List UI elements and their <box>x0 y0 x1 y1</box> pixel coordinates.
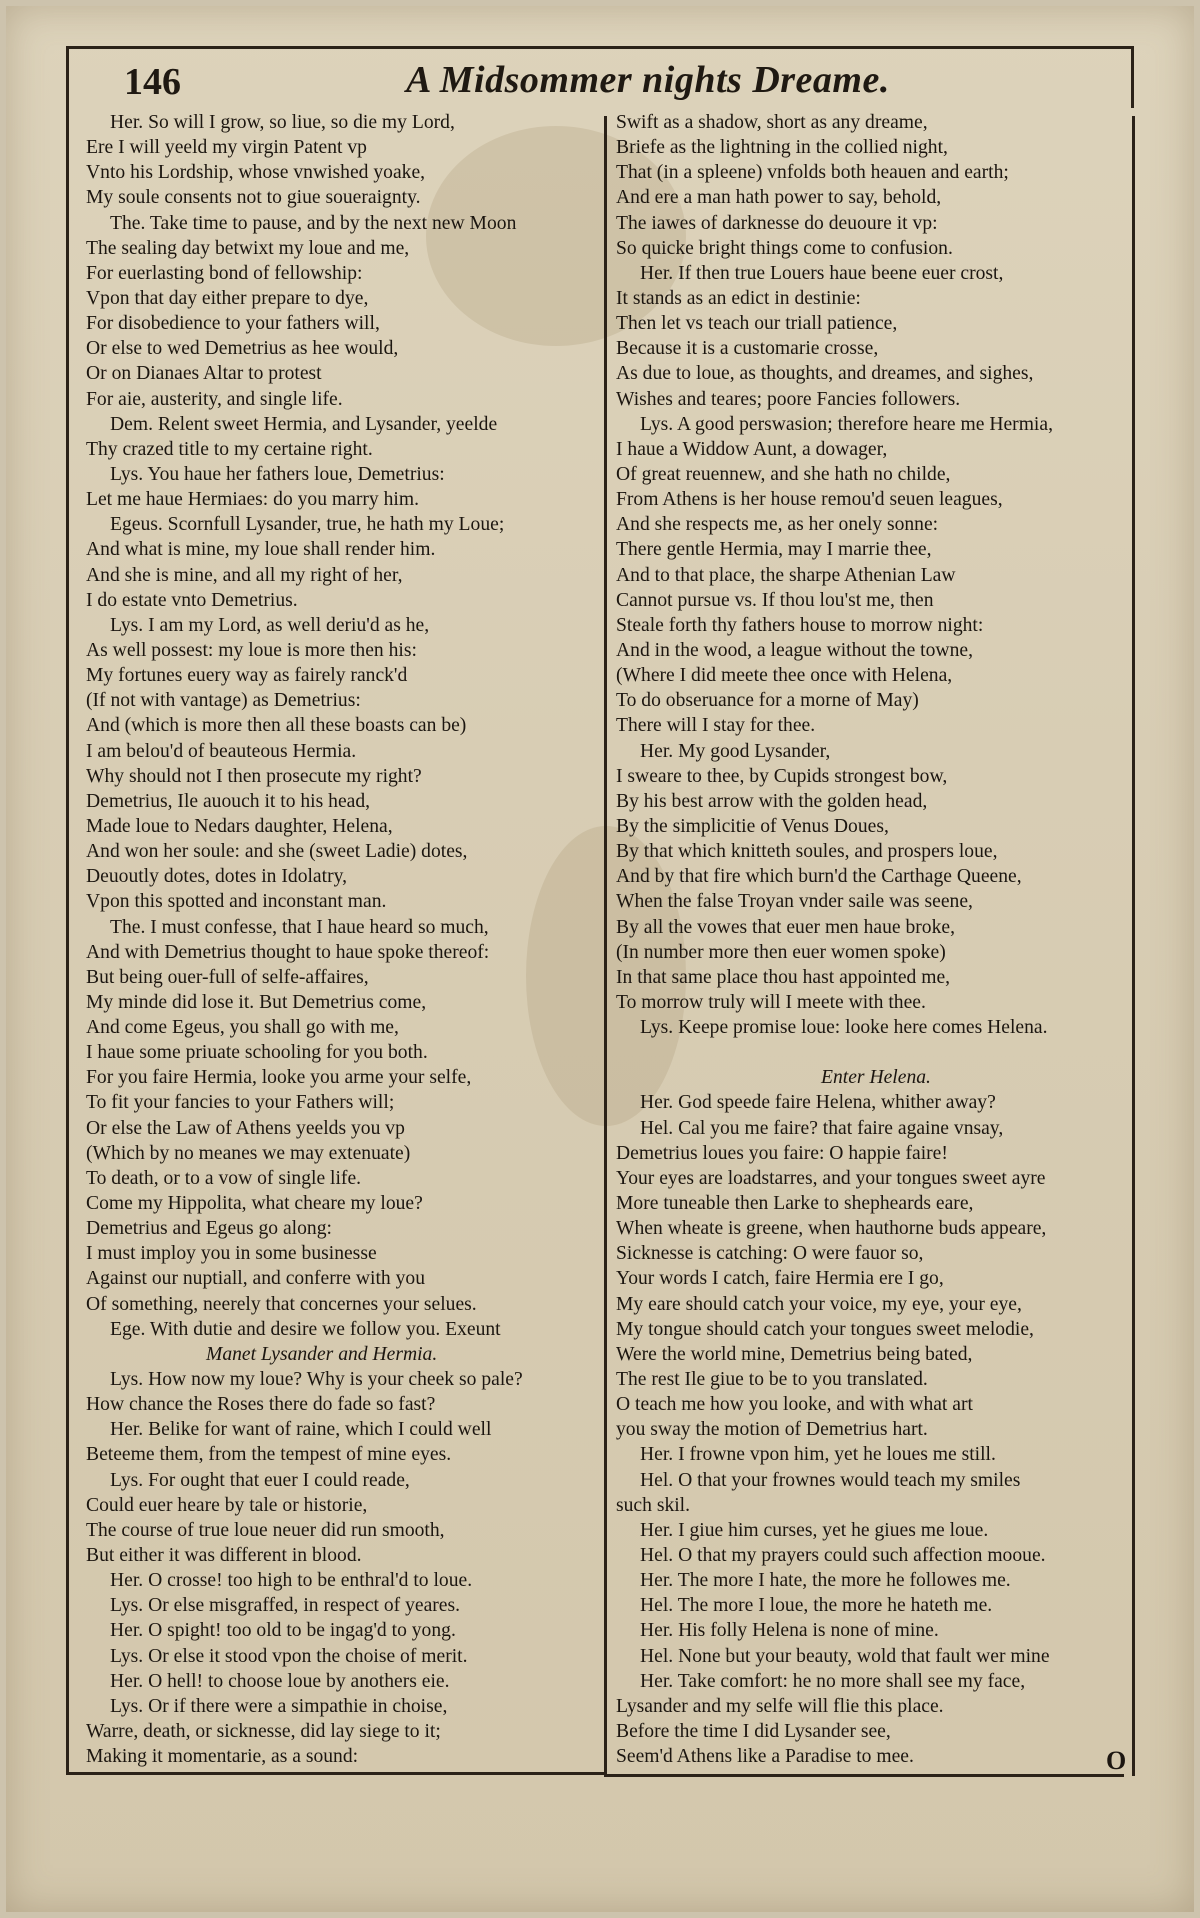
verse-line: And won her soule: and she (sweet Ladie) dotes, <box>86 841 468 863</box>
column-rule-bottom <box>66 1772 606 1775</box>
verse-line: How chance the Roses there do fade so fast? <box>86 1394 436 1416</box>
verse-line: Her. The more I hate, the more he followes me. <box>640 1570 1011 1592</box>
verse-line: And (which is more then all these boasts can be) <box>86 715 467 737</box>
verse-line: I must imploy you in some businesse <box>86 1243 377 1265</box>
verse-line <box>616 1040 1136 1065</box>
verse-line: From Athens is her house remou'd seuen leagues, <box>616 489 1003 511</box>
verse-line: Her. I frowne vpon him, yet he loues me still. <box>640 1444 996 1466</box>
running-title: A Midsommer nights Dreame. <box>406 59 890 101</box>
verse-line: The. I must confesse, that I haue heard so much, <box>110 916 489 938</box>
verse-line: By that which knitteth soules, and prospers loue, <box>616 841 998 863</box>
verse-line: such skil. <box>616 1494 691 1516</box>
verse-line: The. Take time to pause, and by the next new Moon <box>110 212 517 234</box>
folio-page <box>6 6 1194 1912</box>
verse-line: Cannot pursue vs. If thou lou'st me, then <box>616 589 934 611</box>
verse-line: Wishes and teares; poore Fancies followers. <box>616 388 961 410</box>
verse-line: Were the world mine, Demetrius being bated, <box>616 1343 973 1365</box>
verse-line: I sweare to thee, by Cupids strongest bow, <box>616 765 948 787</box>
verse-line: Her. O crosse! too high to be enthral'd to loue. <box>110 1570 473 1592</box>
verse-line: To fit your fancies to your Fathers will; <box>86 1092 395 1114</box>
verse-line: Briefe as the lightning in the collied night, <box>616 137 948 159</box>
verse-line: Ege. With dutie and desire we follow you. Exeunt <box>110 1318 501 1340</box>
verse-line: My fortunes euery way as fairely ranck'd <box>86 665 408 687</box>
verse-line: Seem'd Athens like a Paradise to mee. <box>616 1746 914 1768</box>
verse-line: Lys. A good perswasion; therefore heare me Hermia, <box>640 413 1053 435</box>
verse-line: And what is mine, my loue shall render him. <box>86 539 436 561</box>
verse-line: Hel. Cal you me faire? that faire againe vnsay, <box>640 1117 1004 1139</box>
verse-line: My soule consents not to giue soueraignty. <box>86 187 421 209</box>
verse-line: For disobedience to your fathers will, <box>86 313 380 335</box>
verse-line: I am belou'd of beauteous Hermia. <box>86 740 357 762</box>
verse-line: Swift as a shadow, short as any dreame, <box>616 112 928 133</box>
verse-line: And with Demetrius thought to haue spoke thereof: <box>86 941 490 963</box>
verse-line: And in the wood, a league without the towne, <box>616 639 973 661</box>
verse-line: Your eyes are loadstarres, and your tongues sweet ayre <box>616 1167 1046 1189</box>
verse-line: you sway the motion of Demetrius hart. <box>616 1419 928 1441</box>
verse-line: (Which by no meanes we may extenuate) <box>86 1142 411 1164</box>
verse-line: Because it is a customarie crosse, <box>616 338 879 360</box>
verse-line: Lys. Or else it stood vpon the choise of merit. <box>110 1645 468 1667</box>
verse-line: Her. His folly Helena is none of mine. <box>640 1620 939 1642</box>
verse-line: And to that place, the sharpe Athenian Law <box>616 564 956 586</box>
verse-line: But either it was different in blood. <box>86 1545 362 1567</box>
header-rule <box>66 46 1134 49</box>
verse-line: Could euer heare by tale or historie, <box>86 1494 368 1516</box>
verse-line: Steale forth thy fathers house to morrow night: <box>616 614 984 636</box>
catchword: O <box>1106 1746 1127 1775</box>
verse-line: I haue some priuate schooling for you both. <box>86 1042 428 1064</box>
page-number: 146 <box>124 61 181 103</box>
verse-line: More tuneable then Larke to shepheards eare, <box>616 1193 974 1215</box>
header-rule-left <box>66 46 69 118</box>
verse-line: Or else the Law of Athens yeelds you vp <box>86 1117 405 1139</box>
verse-line: Lys. I am my Lord, as well deriu'd as he, <box>110 614 430 636</box>
verse-line: The sealing day betwixt my loue and me, <box>86 237 410 259</box>
verse-line: Your words I catch, faire Hermia ere I go, <box>616 1268 944 1290</box>
verse-line: Warre, death, or sicknesse, did lay siege to it; <box>86 1721 441 1742</box>
verse-line: And she respects me, as her onely sonne: <box>616 514 939 536</box>
verse-line: Lys. Or else misgraffed, in respect of yeares. <box>110 1595 461 1617</box>
verse-line: Her. God speede faire Helena, whither away? <box>640 1092 996 1114</box>
verse-line: Thy crazed title to my certaine right. <box>86 438 373 460</box>
verse-line: Beteeme them, from the tempest of mine eyes. <box>86 1444 452 1466</box>
verse-line: Lys. Or if there were a simpathie in choise, <box>110 1695 448 1717</box>
verse-line: Lys. You haue her fathers loue, Demetrius: <box>110 463 445 485</box>
verse-line: I do estate vnto Demetrius. <box>86 589 298 611</box>
verse-line: By the simplicitie of Venus Doues, <box>616 815 889 837</box>
verse-line: (In number more then euer women spoke) <box>616 941 946 963</box>
verse-line: Vnto his Lordship, whose vnwished yoake, <box>86 162 426 184</box>
verse-line: My tongue should catch your tongues sweet melodie, <box>616 1318 1034 1340</box>
verse-line: Her. Belike for want of raine, which I could well <box>110 1419 492 1441</box>
verse-line: There gentle Hermia, may I marrie thee, <box>616 539 932 561</box>
verse-line: Manet Lysander and Hermia. <box>206 1343 438 1365</box>
verse-line: By all the vowes that euer men haue broke, <box>616 916 955 938</box>
verse-line: My eare should catch your voice, my eye, your eye, <box>616 1293 1022 1315</box>
verse-line: Come my Hippolita, what cheare my loue? <box>86 1193 423 1215</box>
verse-line: Lys. Keepe promise loue: looke here comes Helena. <box>640 1017 1048 1039</box>
verse-line: Her. If then true Louers haue beene euer crost, <box>640 262 1004 284</box>
verse-line: As due to loue, as thoughts, and dreames, and sighes, <box>616 363 1034 385</box>
verse-line: My minde did lose it. But Demetrius come, <box>86 991 427 1013</box>
verse-line: To morrow truly will I meete with thee. <box>616 991 926 1013</box>
verse-line: Then let vs teach our triall patience, <box>616 313 898 335</box>
verse-line: Before the time I did Lysander see, <box>616 1721 891 1742</box>
right-text-column <box>616 110 1136 1769</box>
verse-line: Ere I will yeeld my virgin Patent vp <box>86 137 367 159</box>
verse-line: But being ouer-full of selfe-affaires, <box>86 966 369 988</box>
verse-line: It stands as an edict in destinie: <box>616 287 861 309</box>
verse-line: Egeus. Scornfull Lysander, true, he hath my Loue; <box>110 514 505 536</box>
verse-line: Of great reuennew, and she hath no childe, <box>616 463 951 485</box>
verse-line: Her. O hell! to choose loue by anothers eie. <box>110 1670 450 1692</box>
verse-line: And come Egeus, you shall go with me, <box>86 1017 399 1039</box>
verse-line: To death, or to a vow of single life. <box>86 1167 362 1189</box>
column-rule-left <box>66 116 69 1774</box>
running-head <box>66 46 1134 118</box>
verse-line: When wheate is greene, when hauthorne buds appeare, <box>616 1218 1047 1240</box>
verse-line: Dem. Relent sweet Hermia, and Lysander, yeelde <box>110 413 498 435</box>
verse-line: Her. So will I grow, so liue, so die my Lord, <box>110 112 455 133</box>
verse-line: And ere a man hath power to say, behold, <box>616 187 942 209</box>
verse-line: Hel. The more I loue, the more he hateth me. <box>640 1595 993 1617</box>
verse-line: That (in a spleene) vnfolds both heauen and earth; <box>616 162 1009 184</box>
verse-line: Her. Take comfort: he no more shall see my face, <box>640 1670 1026 1692</box>
verse-line: Her. My good Lysander, <box>640 740 831 762</box>
verse-line: (Where I did meete thee once with Helena, <box>616 665 953 687</box>
verse-line: As well possest: my loue is more then his: <box>86 639 417 661</box>
verse-line: Demetrius, Ile auouch it to his head, <box>86 790 371 812</box>
verse-line: There will I stay for thee. <box>616 715 816 737</box>
header-rule-right <box>1131 46 1134 108</box>
verse-line: Vpon this spotted and inconstant man. <box>86 891 387 913</box>
verse-line: Made loue to Nedars daughter, Helena, <box>86 815 393 837</box>
verse-line: Demetrius and Egeus go along: <box>86 1218 332 1240</box>
verse-line: Enter Helena. <box>821 1067 931 1089</box>
verse-line: Her. I giue him curses, yet he giues me loue. <box>640 1519 989 1541</box>
verse-line: Let me haue Hermiaes: do you marry him. <box>86 489 419 511</box>
column-rule-bottom-right <box>604 1774 1124 1777</box>
verse-line: And she is mine, and all my right of her, <box>86 564 403 586</box>
verse-line: When the false Troyan vnder saile was seene, <box>616 891 973 913</box>
verse-line: I haue a Widdow Aunt, a dowager, <box>616 438 888 460</box>
verse-line: Lys. How now my loue? Why is your cheek so pale? <box>110 1369 523 1391</box>
verse-line: Hel. None but your beauty, wold that fault wer mine <box>640 1645 1050 1667</box>
verse-line: Hel. O that my prayers could such affection mooue. <box>640 1545 1046 1567</box>
verse-line: Against our nuptiall, and conferre with you <box>86 1268 425 1290</box>
verse-line: In that same place thou hast appointed me, <box>616 966 951 988</box>
verse-line: O teach me how you looke, and with what art <box>616 1394 973 1416</box>
left-text-column <box>86 110 606 1769</box>
verse-line: For euerlasting bond of fellowship: <box>86 262 363 284</box>
verse-line: Demetrius loues you faire: O happie faire! <box>616 1142 948 1164</box>
verse-line: Making it momentarie, as a sound: <box>86 1746 359 1768</box>
verse-line: The course of true loue neuer did run smooth, <box>86 1519 445 1541</box>
verse-line: Sicknesse is catching: O were fauor so, <box>616 1243 924 1265</box>
verse-line: And by that fire which burn'd the Carthage Queene, <box>616 866 1022 888</box>
verse-line: For you faire Hermia, looke you arme your selfe, <box>86 1067 472 1089</box>
verse-line: The rest Ile giue to be to you translated. <box>616 1369 928 1391</box>
verse-line: Or else to wed Demetrius as hee would, <box>86 338 399 360</box>
verse-line: By his best arrow with the golden head, <box>616 790 928 812</box>
verse-line: Her. O spight! too old to be ingag'd to yong. <box>110 1620 456 1642</box>
verse-line: Lysander and my selfe will flie this place. <box>616 1695 944 1717</box>
verse-line: Or on Dianaes Altar to protest <box>86 363 322 385</box>
verse-line: Why should not I then prosecute my right? <box>86 765 422 787</box>
verse-line: Vpon that day either prepare to dye, <box>86 287 369 309</box>
verse-line: For aie, austerity, and single life. <box>86 388 343 410</box>
verse-line: So quicke bright things come to confusion. <box>616 237 953 259</box>
verse-line: Lys. For ought that euer I could reade, <box>110 1469 410 1491</box>
verse-line: The iawes of darknesse do deuoure it vp: <box>616 212 938 234</box>
verse-line: Hel. O that your frownes would teach my smiles <box>640 1469 1021 1491</box>
verse-line: Deuoutly dotes, dotes in Idolatry, <box>86 866 348 888</box>
verse-line: Of something, neerely that concernes your selues. <box>86 1293 477 1315</box>
verse-line: To do obseruance for a morne of May) <box>616 690 919 712</box>
verse-line: (If not with vantage) as Demetrius: <box>86 690 361 712</box>
